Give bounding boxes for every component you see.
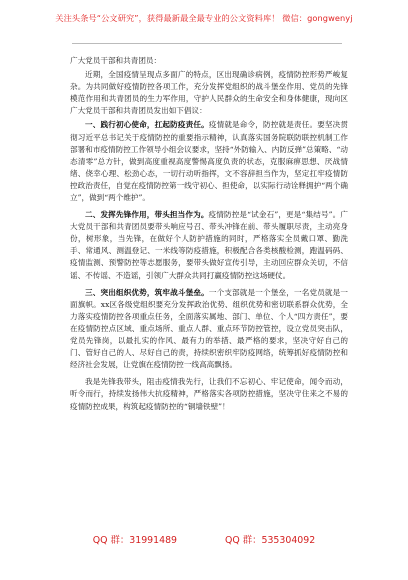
section-three-body: 一个支部就是一个堡垒，一名党员就是一面旗帜。xx区各级党组织要充分发挥政治优势、组织优势和密切联系群众优势，全力落实疫情防控各项重点任务，全面落实属地、部门、单位、个人“四方责任”，要在疫情防控点区域、重点场所、重点人群、重点环节防控管控，设立党员突击队，党员先锋岗，以最扎实的作风、最有力的举措、最严格的要求，坚决守好自己的门、管好自己的人、尽好自己的责，持续织密织牢防疫网络，统筹抓好疫情防控和经济社会发展，让党旗在疫情防控一线高高飘扬。 <box>70 287 349 370</box>
section-two-body: 疫情防控是“试金石”，更是“集结号”。广大党员干部和共青团员要带头响应号召、带头冲锋在前、带头履职尽责，主动亮身份，树形象，当先锋，在做好个人防护措施的同时，严格落实全员戴口罩、勤洗手、常通风、测温登记、一米线等防疫措施，积极配合各类核酸检测，跑温码码、疫情监测、预警防控等志愿服务，要带头做好宣传引导，主动回应群众关切，不信谣、不传谣、不造谣，引领广大群众共同打赢疫情防控这场硬仗。 <box>70 210 348 280</box>
section-three-paragraph <box>70 287 348 372</box>
footer <box>0 532 408 550</box>
header-banner <box>0 0 408 36</box>
section-two-paragraph <box>70 209 348 282</box>
salutation: 广大党员干部和共青团员： <box>70 56 162 65</box>
section-three-heading: 三、突出组织优势，筑牢战斗堡垒。 <box>85 287 209 297</box>
closing-body: 我是先锋我带头，阻击疫情我先行，让我们不忘初心、牢记使命，闻令而动，听令而行，持续发扬伟大抗疫精神，严格落实各项防控措施，坚决守住来之不易的疫情防控成果，构筑起疫情防控的“铜墙铁壁”！ <box>70 377 348 411</box>
paragraph-body: 近期，全国疫情呈现点多面广的特点，区出现确诊病例，疫情防控形势严峻复杂。为共同做好疫情防控各项工作，充分发挥党组织的战斗堡垒作用、党员的先锋模范作用和共青团员的生力军作用，守护人民群众的生命安全和身体健康，现向区广大党员干部和共青团员发出如下倡议： <box>70 69 348 116</box>
banner-text: 关注头条号“公文研究”，获得最新最全最专业的公文资料库！ 微信：gongwenyj <box>55 12 353 23</box>
header-divider <box>72 43 342 44</box>
section-one-body: 疫情就是命令，防控就是责任。要坚决贯彻习近平总书记关于疫情防控的重要指示精神，认真落实国务院联防联控机制工作部署和市疫情防控工作领导小组会议要求，坚持“外防输入、内防反弹”总策略、“动态清零”总方针，做到高度重视高度警惕高度负责的状态，克服麻痹思想、厌战情绪、侥幸心理、松劲心态，一切行动听指挥，文不容辞担当作为，坚定扛牢疫情防控政治责任，自觉在疫情防控第一线守初心、担使命，以实际行动诠释拥护“两个确立”，做到“两个维护”。 <box>70 120 349 203</box>
footer-qq-group-1: QQ 群：31991489 <box>92 535 178 546</box>
intro-paragraph <box>70 69 348 117</box>
footer-qq-group-2: QQ 群：535304092 <box>225 535 316 546</box>
document-body <box>70 55 348 415</box>
closing-paragraph <box>70 376 348 412</box>
section-two-heading: 二、发挥先锋作用，带头担当作为。 <box>85 210 209 220</box>
section-one-paragraph <box>70 119 348 204</box>
section-one-heading: 一、践行初心使命，扛起防疫责任。 <box>85 120 209 130</box>
